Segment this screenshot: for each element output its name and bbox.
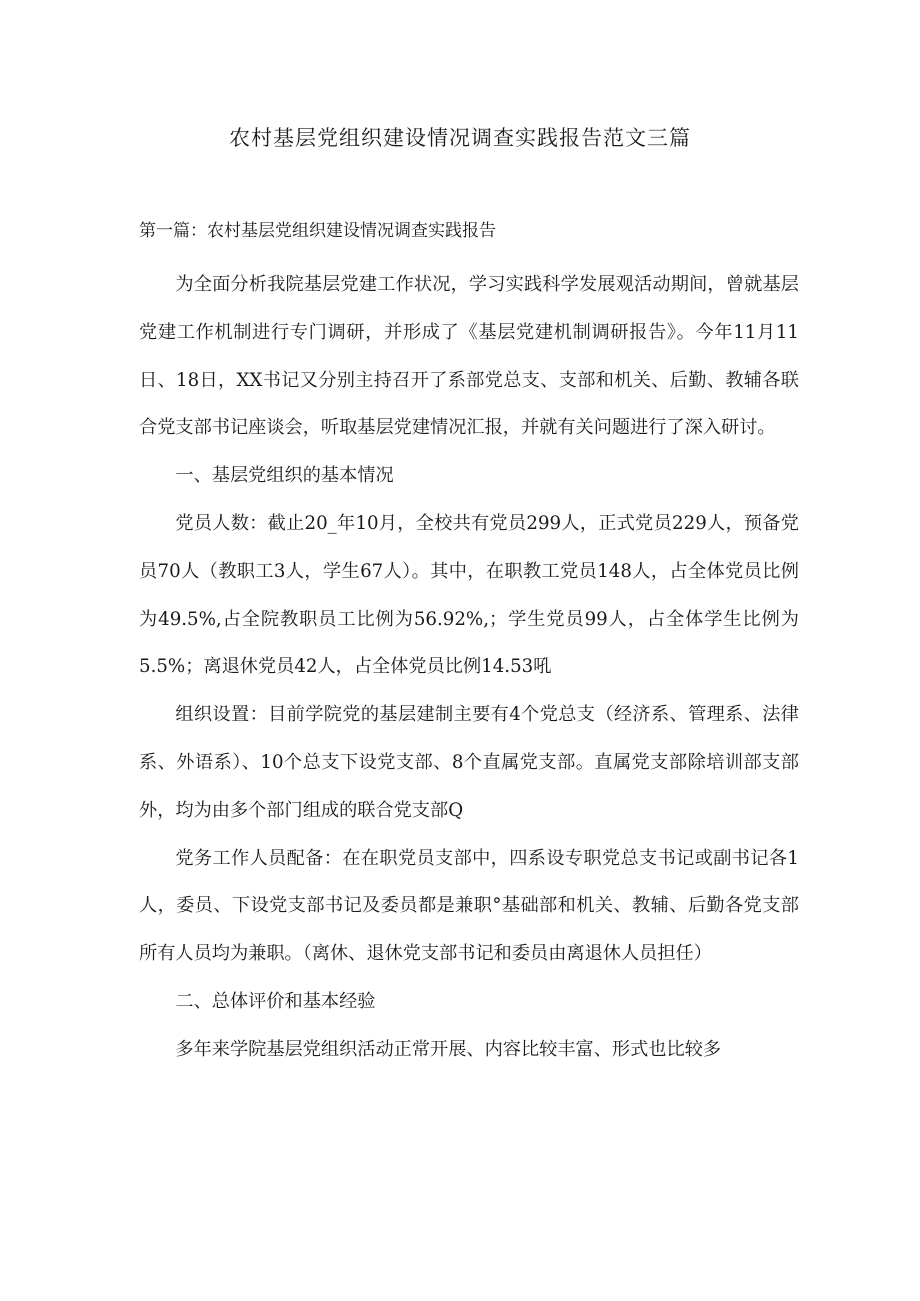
paragraph-intro: 为全面分析我院基层党建工作状况，学习实践科学发展观活动期间，曾就基层党建工作机制进行专门调研，并形成了《基层党建机制调研报告》。今年11月11日、18日，XX书记又分别主持召开了系部党总支、支部和机关、后勤、教辅各联合党支部书记座谈会，听取基层党建情况汇报，并就有关问题进行了深入研讨。 (139, 274, 799, 439)
document-title: 农村基层党组织建设情况调查实践报告范文三篇 (229, 126, 691, 150)
paragraph-member-count: 党员人数：截止20_年10月，全校共有党员299人，正式党员229人，预备党员70人（教职工3人，学生67人）。其中，在职教工党员148人，占全体党员比例为49.5%,占全院教职员工比例为56.92%,；学生党员99人，占全体学生比例为5.5%；离退休党员42人，占全体党员比例14.53吼 (139, 512, 799, 678)
heading-basic-situation: 一、基层党组织的基本情况 (175, 465, 394, 487)
paragraph-organization: 组织设置：目前学院党的基层建制主要有4个党总支（经济系、管理系、法律系、外语系）、10个总支下设党支部、8个直属党支部。直属党支部除培训部支部外，均为由多个部门组成的联合党支部Q (139, 704, 799, 821)
document-body (139, 261, 799, 1074)
heading-evaluation: 二、总体评价和基本经验 (175, 990, 376, 1012)
section-heading: 第一篇：农村基层党组织建设情况调查实践报告 (139, 221, 496, 241)
paragraph-evaluation: 多年来学院基层党组织活动正常开展、内容比较丰富、形式也比较多 (175, 1038, 722, 1060)
paragraph-staffing: 党务工作人员配备：在在职党员支部中，四系设专职党总支书记或副书记各1人，委员、下设党支部书记及委员都是兼职°基础部和机关、教辅、后勤各党支部所有人员均为兼职。（离休、退休党支部书记和委员由离退休人员担任） (139, 847, 799, 965)
